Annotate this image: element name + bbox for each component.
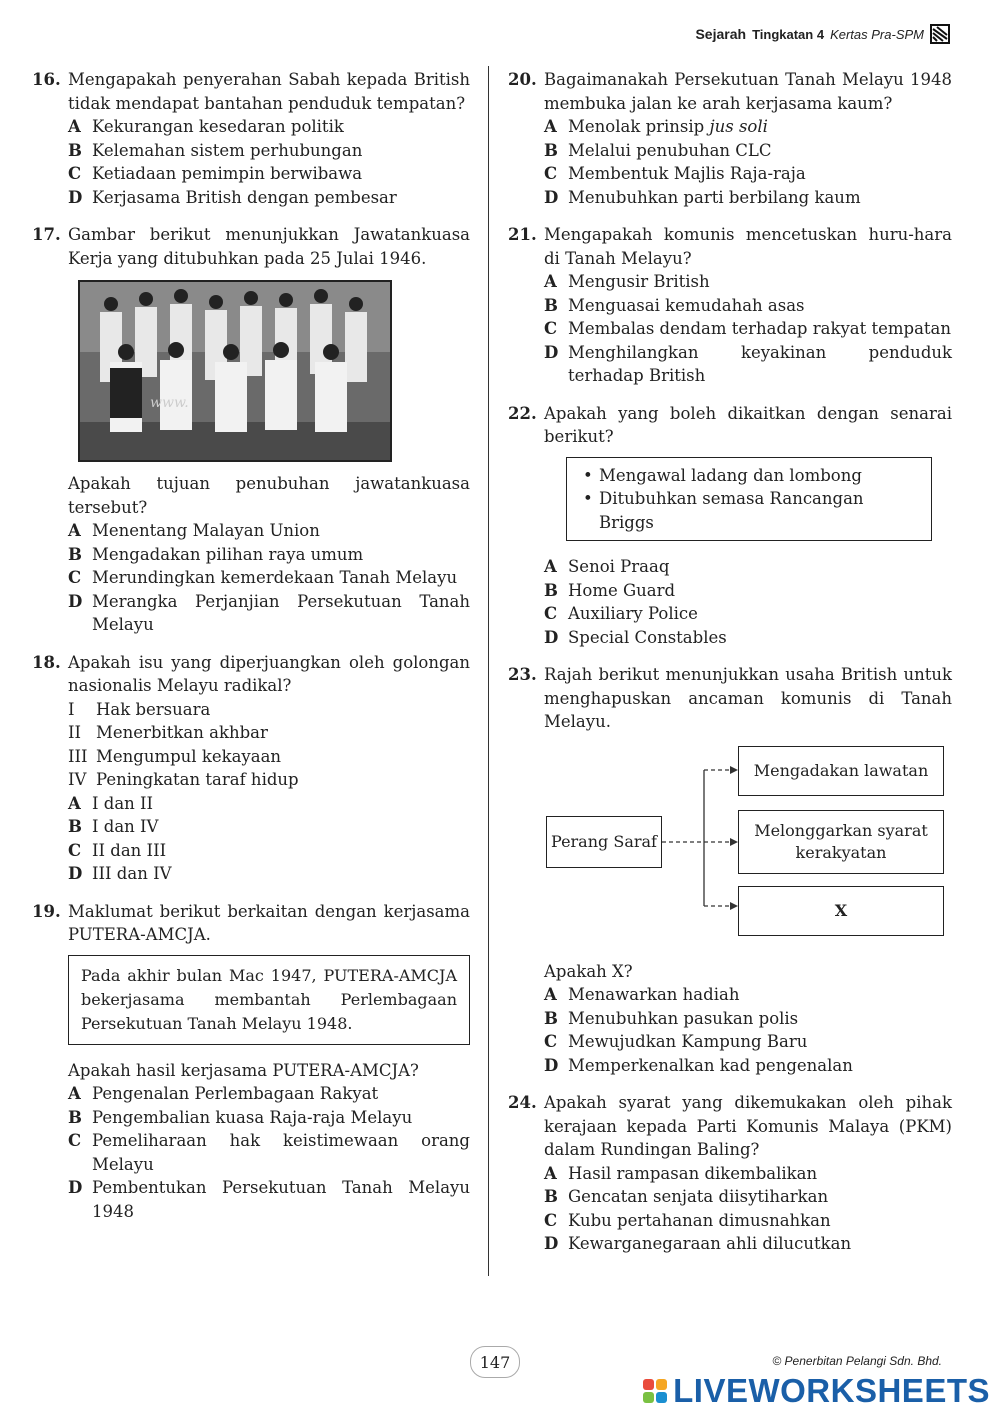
option-d[interactable]: D Pembentukan Persekutuan Tanah Melayu 1948 — [68, 1178, 470, 1221]
option-a[interactable]: A Hasil rampasan dikembalikan — [544, 1163, 818, 1183]
option-c[interactable]: C Mewujudkan Kampung Baru — [544, 1032, 808, 1051]
photo-watermark: www. — [150, 395, 189, 411]
question-21 — [508, 223, 952, 388]
option-a[interactable]: A Senoi Praaq — [544, 557, 670, 576]
question-text: Mengapakah komunis mencetuskan huru-hara di Tanah Melayu? — [544, 225, 952, 268]
group-photo-illustration — [80, 282, 390, 460]
option-c[interactable]: C Membalas dendam terhadap rakyat tempatan — [544, 319, 952, 338]
option-a[interactable]: A Menentang Malayan Union — [68, 521, 320, 540]
option-d[interactable]: D Memperkenalkan kad pengenalan — [544, 1055, 853, 1075]
option-c[interactable]: C Merundingkan kemerdekaan Tanah Melayu — [68, 568, 458, 587]
header-level: Tingkatan 4 — [752, 26, 825, 42]
question-number: 23. — [508, 665, 537, 684]
option-c[interactable]: C Ketiadaan pemimpin berwibawa — [68, 164, 363, 183]
option-d[interactable]: D Kerjasama British dengan pembesar — [68, 187, 397, 207]
statement-iii: III Mengumpul kekayaan — [68, 746, 282, 766]
info-box: Pada akhir bulan Mac 1947, PUTERA-AMCJA bekerjasama membantah Perlembagaan Persekutuan Tanah Melayu 1948. — [68, 955, 470, 1045]
question-number: 19. — [32, 901, 61, 921]
question-22 — [508, 402, 952, 650]
option-d[interactable]: D Merangka Perjanjian Persekutuan Tanah Melayu — [68, 591, 470, 634]
option-a[interactable]: A Menawarkan hadiah — [544, 985, 740, 1004]
question-number: 22. — [508, 403, 537, 423]
option-a[interactable]: A Menolak prinsip jus soli — [544, 117, 768, 136]
option-b[interactable]: B Menguasai kemudahah asas — [544, 295, 805, 315]
header-subject: Sejarah — [695, 26, 747, 42]
question-text: Rajah berikut menunjukkan usaha British untuk menghapuskan ancaman komunis di Tanah Melayu. — [544, 665, 952, 731]
header-paper: Kertas Pra-SPM — [830, 26, 924, 42]
question-text: Bagaimanakah Persekutuan Tanah Melayu 1948 membuka jalan ke arah kerjasama kaum? — [544, 70, 952, 113]
option-d[interactable]: D Menghilangkan keyakinan penduduk terhadap British — [544, 342, 952, 385]
option-c[interactable]: C Pemeliharaan hak keistimewaan orang Melayu — [68, 1131, 470, 1174]
diagram-target-box-1: Mengadakan lawatan — [738, 746, 944, 796]
watermark-text: LIVEWORKSHEETS — [673, 1372, 990, 1409]
question-24 — [508, 1091, 952, 1256]
option-b[interactable]: B Mengadakan pilihan raya umum — [68, 544, 364, 564]
option-b[interactable]: B Home Guard — [544, 580, 676, 600]
question-prompt: Apakah X? — [544, 961, 633, 981]
option-a[interactable]: A I dan II — [68, 793, 154, 813]
diagram-target-box-2: Melonggarkan syarat kerakyatan — [738, 810, 944, 874]
right-column — [508, 68, 952, 1270]
page-number: 147 — [470, 1346, 520, 1378]
liveworksheets-watermark[interactable] — [643, 1372, 990, 1410]
question-number: 18. — [32, 652, 61, 672]
option-d[interactable]: D Special Constables — [544, 627, 727, 647]
question-number: 16. — [32, 70, 61, 89]
bullet-item: • Ditubuhkan semasa Rancangan Briggs — [583, 489, 864, 532]
statement-iv: IV Peningkatan taraf hidup — [68, 770, 299, 789]
option-b[interactable]: B Pengembalian kuasa Raja-raja Melayu — [68, 1107, 413, 1127]
bullet-item: • Mengawal ladang dan lombong — [583, 465, 862, 485]
option-a[interactable]: A Mengusir British — [544, 272, 710, 291]
option-b[interactable]: B Gencatan senjata diisytiharkan — [544, 1187, 829, 1206]
option-c[interactable]: C Auxiliary Police — [544, 604, 698, 623]
question-17 — [32, 223, 470, 637]
statement-ii: II Menerbitkan akhbar — [68, 723, 268, 742]
question-text: Gambar berikut menunjukkan Jawatankuasa Kerja yang ditubuhkan pada 25 Julai 1946. — [68, 225, 470, 268]
question-text: Apakah isu yang diperjuangkan oleh golongan nasionalis Melayu radikal? — [68, 652, 470, 695]
question-number: 20. — [508, 70, 537, 89]
liveworksheets-logo-icon — [643, 1379, 667, 1403]
option-b[interactable]: B Melalui penubuhan CLC — [544, 140, 772, 160]
book-icon — [930, 24, 950, 44]
question-20 — [508, 68, 952, 209]
diagram-target-box-x: X — [738, 886, 944, 936]
publisher-credit: © Penerbitan Pelangi Sdn. Bhd. — [772, 1354, 942, 1368]
option-c[interactable]: C Kubu pertahanan dimusnahkan — [544, 1210, 831, 1230]
question-19 — [32, 900, 470, 1224]
question-text: Maklumat berikut berkaitan dengan kerjasama PUTERA-AMCJA. — [68, 901, 470, 944]
diagram-source-box: Perang Saraf — [546, 816, 662, 868]
bullet-list-box — [566, 457, 932, 542]
page-header — [695, 24, 950, 44]
question-text: Mengapakah penyerahan Sabah kepada British tidak mendapat bantahan penduduk tempatan? — [68, 70, 470, 113]
column-divider — [488, 66, 489, 1276]
left-column — [32, 68, 470, 1237]
question-prompt: Apakah hasil kerjasama PUTERA-AMCJA? — [68, 1060, 419, 1080]
option-c[interactable]: C Membentuk Majlis Raja-raja — [544, 164, 806, 183]
option-a[interactable]: A Kekurangan kesedaran politik — [68, 117, 344, 136]
option-a[interactable]: A Pengenalan Perlembagaan Rakyat — [68, 1084, 379, 1103]
question-18 — [32, 651, 470, 886]
committee-photo — [78, 280, 392, 462]
question-16 — [32, 68, 470, 209]
question-text: Apakah yang boleh dikaitkan dengan senarai berikut? — [544, 403, 952, 446]
question-number: 21. — [508, 225, 537, 244]
flow-diagram — [544, 746, 944, 946]
question-number: 17. — [32, 225, 61, 244]
question-number: 24. — [508, 1093, 537, 1112]
option-c[interactable]: C II dan III — [68, 840, 167, 860]
statement-i: I Hak bersuara — [68, 699, 211, 719]
option-b[interactable]: B Menubuhkan pasukan polis — [544, 1008, 799, 1028]
question-23 — [508, 663, 952, 1077]
option-d[interactable]: D Menubuhkan parti berbilang kaum — [544, 187, 861, 207]
option-b[interactable]: B Kelemahan sistem perhubungan — [68, 140, 363, 160]
option-d[interactable]: D III dan IV — [68, 864, 172, 883]
option-b[interactable]: B I dan IV — [68, 817, 159, 836]
question-prompt: Apakah tujuan penubuhan jawatankuasa tersebut? — [68, 474, 470, 517]
option-d[interactable]: D Kewarganegaraan ahli dilucutkan — [544, 1234, 852, 1253]
question-text: Apakah syarat yang dikemukakan oleh pihak kerajaan kepada Parti Komunis Malaya (PKM) dalam Rundingan Baling? — [544, 1093, 952, 1159]
